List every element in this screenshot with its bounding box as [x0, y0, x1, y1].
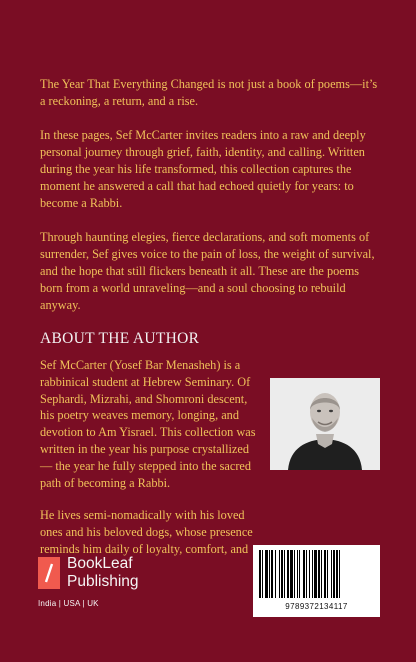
bio-paragraph-1: Sef McCarter (Yosef Bar Menasheh) is a rabbinical student at Hebrew Seminary. Of Sephardi, Mizrahi, and Shomroni descent, his poetry weaves memory, longing, and devotion to Am Yisrael. This collection was written in the year his purpose crystallized — the year he fully stepped into the sacred path of becoming a Rabbi.: [40, 358, 256, 490]
isbn-barcode: [253, 545, 380, 617]
bookleaf-slash-logo-icon: [38, 557, 60, 589]
isbn-number: 9789372134117: [285, 602, 348, 611]
about-author-heading: ABOUT THE AUTHOR: [40, 330, 200, 347]
barcode-bars: [258, 550, 375, 602]
publisher-name-line2: Publishing: [67, 573, 139, 590]
publisher-name-line1: BookLeaf: [67, 555, 133, 572]
publisher-regions: India | USA | UK: [38, 599, 99, 608]
back-cover-blurb: [40, 76, 380, 331]
publisher-block: [38, 557, 188, 609]
publisher-name: [67, 555, 139, 591]
author-portrait-icon: [270, 378, 380, 470]
blurb-paragraph-3: Through haunting elegies, fierce declarations, and soft moments of surrender, Sef gives voice to the pain of loss, the weight of survival, and the hope that still flickers beneath it all. These are the poems born from a world unraveling—and a soul choosing to rebuild anyway.: [40, 230, 375, 312]
blurb-paragraph-2: In these pages, Sef McCarter invites readers into a raw and deeply personal journey through grief, faith, identity, and calling. Written during the year his life transformed, this collection captures the moment he answered a call that had echoed quietly for years: to become a Rabbi.: [40, 128, 366, 210]
blurb-paragraph-1: The Year That Everything Changed is not just a book of poems—it’s a reckoning, a return, and a rise.: [40, 77, 378, 108]
bio-paragraph-2: He lives semi-nomadically with his loved ones and his beloved dogs, whose presence reminds him daily of loyalty, comfort, and: [40, 508, 253, 556]
author-photo: [270, 378, 380, 470]
